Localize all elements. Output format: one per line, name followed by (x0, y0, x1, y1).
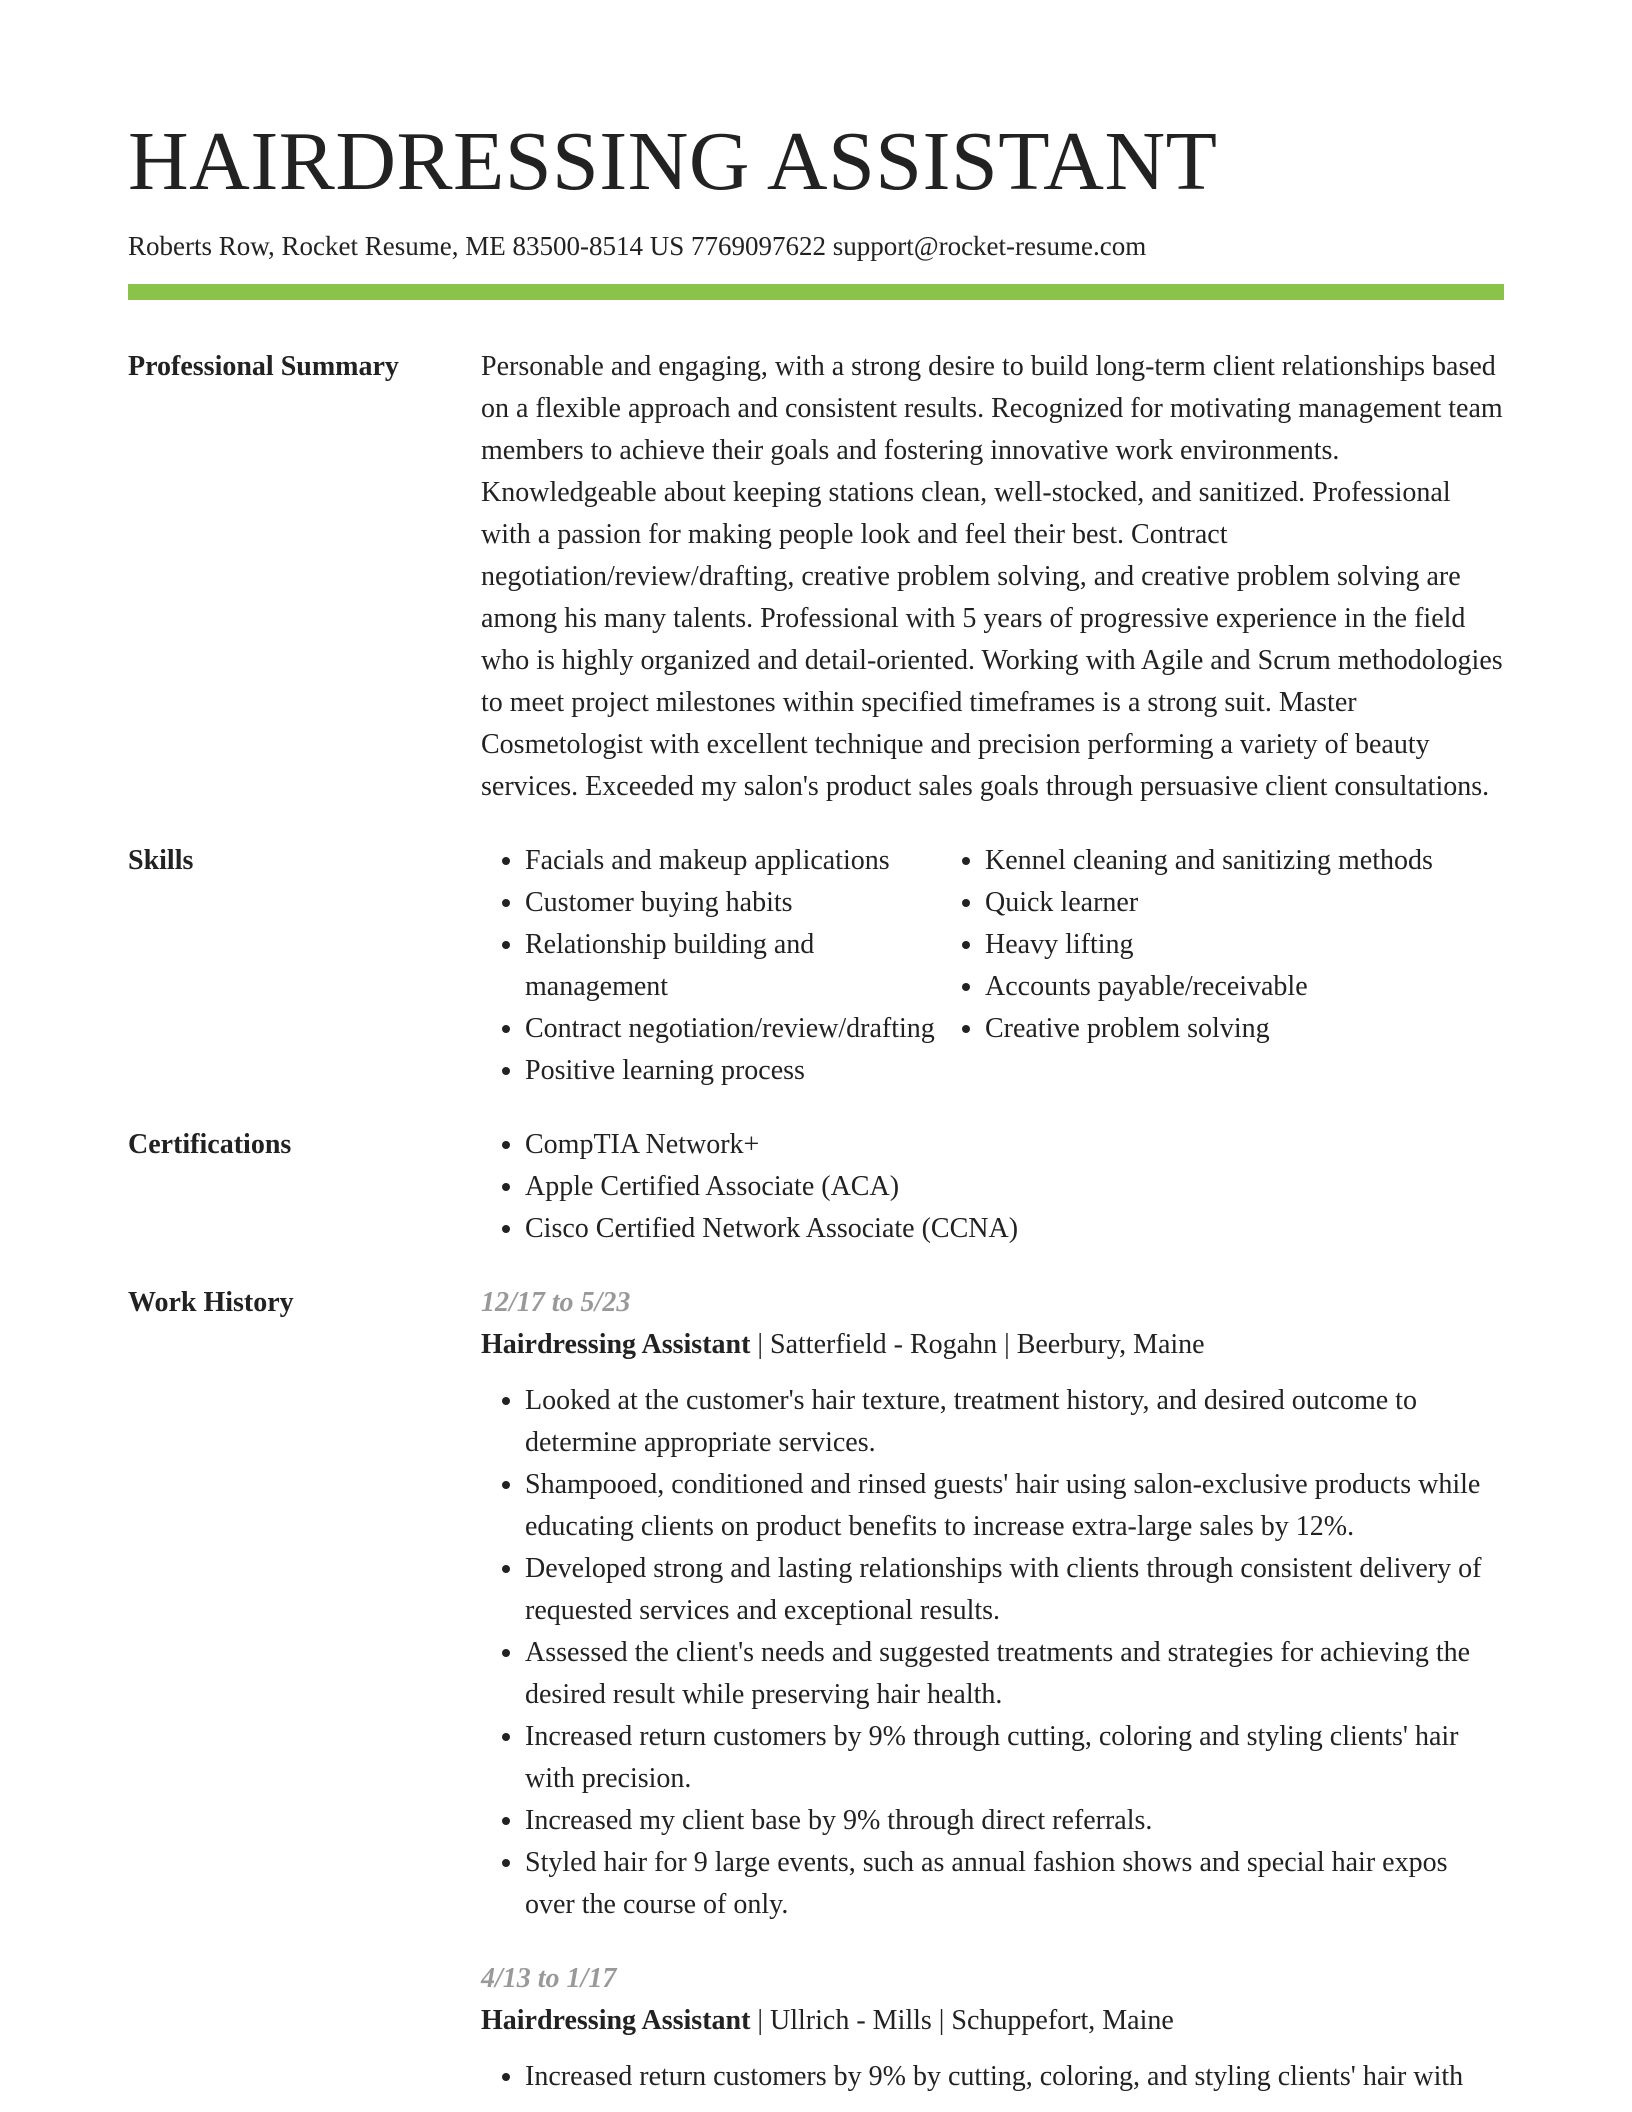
work-history-body (481, 1282, 1504, 2098)
job-bullet: • Increased return customers by 9% through cutting, coloring and styling clients' hair with precision. (525, 1716, 1504, 1800)
job-bullet: • Shampooed, conditioned and rinsed guests' hair using salon-exclusive products while educating clients on product benefits to increase extra-large sales by 12%. (525, 1464, 1504, 1548)
job-heading (481, 1324, 1504, 1366)
certification-item: • Apple Certified Associate (ACA) (525, 1166, 1504, 1208)
job-separator: | (938, 2005, 945, 2037)
skills-list-left (481, 840, 941, 1092)
job-dates: 4/13 to 1/17 (481, 1963, 617, 1995)
certifications-section (128, 1124, 1504, 1250)
job-bullets (481, 2056, 1504, 2098)
candidate-name: HAIRDRESSING ASSISTANT (128, 115, 1218, 208)
job-separator: | (757, 2005, 764, 2037)
summary-section (128, 346, 1504, 808)
certification-item: • CompTIA Network+ (525, 1124, 1504, 1166)
job-bullet: • Increased my client base by 9% through direct referrals. (525, 1800, 1504, 1842)
certifications-list (481, 1124, 1504, 1250)
job-location: Schuppefort, Maine (951, 2005, 1174, 2037)
job-location: Beerbury, Maine (1016, 1329, 1205, 1361)
certifications-body (481, 1124, 1504, 1250)
job-title: Hairdressing Assistant (481, 1329, 751, 1361)
skills-heading: Skills (128, 845, 194, 877)
skill-item: • Relationship building and management (525, 924, 941, 1008)
skill-item: • Creative problem solving (985, 1008, 1461, 1050)
job-entry (481, 1958, 1504, 2098)
job-separator: | (1004, 1329, 1010, 1361)
contact-line: Roberts Row, Rocket Resume, ME 83500-8514 US 7769097622 support@rocket-resume.com (128, 231, 1147, 261)
job-bullet: • Styled hair for 9 large events, such as annual fashion shows and special hair expos over the course of only. (525, 1842, 1504, 1926)
skills-body (481, 840, 1504, 1092)
skill-item: • Accounts payable/receivable (985, 966, 1461, 1008)
job-bullets (481, 1380, 1504, 1926)
skill-item: • Customer buying habits (525, 882, 941, 924)
job-title: Hairdressing Assistant (481, 2005, 751, 2037)
accent-divider (128, 284, 1504, 300)
summary-body (481, 346, 1504, 808)
skill-item: • Quick learner (985, 882, 1461, 924)
certifications-heading: Certifications (128, 1129, 292, 1161)
skill-item: • Facials and makeup applications (525, 840, 941, 882)
skill-item: • Contract negotiation/review/drafting (525, 1008, 941, 1050)
job-company: Ullrich - Mills (770, 2005, 932, 2037)
job-bullet: • Developed strong and lasting relationships with clients through consistent delivery of requested services and exceptional results. (525, 1548, 1504, 1632)
job-company: Satterfield - Rogahn (770, 1329, 998, 1361)
job-bullet: • Looked at the customer's hair texture, treatment history, and desired outcome to determine appropriate services. (525, 1380, 1504, 1464)
work-history-heading: Work History (128, 1287, 294, 1319)
job-entry (481, 1282, 1504, 1926)
skill-item: • Kennel cleaning and sanitizing methods (985, 840, 1461, 882)
summary-text: Personable and engaging, with a strong desire to build long-term client relationships based on a flexible approach and consistent results. Recognized for motivating management team members to achieve their goals and fostering innovative work environments. Knowledgeable about keeping stations clean, well-stocked, and sanitized. Professional with a passion for making people look and feel their best. Contract negotiation/review/drafting, creative problem solving, and creative problem solving are among his many talents. Professional with 5 years of progressive experience in the field who is highly organized and detail-oriented. Working with Agile and Scrum methodologies to meet project milestones within specified timeframes is a strong suit. Master Cosmetologist with excellent technique and precision performing a variety of beauty services. Exceeded my salon's product sales goals through persuasive client consultations. (481, 351, 1503, 803)
certification-item: • Cisco Certified Network Associate (CCNA) (525, 1208, 1504, 1250)
skill-item: • Heavy lifting (985, 924, 1461, 966)
skills-section (128, 840, 1504, 1092)
job-dates: 12/17 to 5/23 (481, 1287, 631, 1319)
job-bullet: • Assessed the client's needs and suggested treatments and strategies for achieving the desired result while preserving hair health. (525, 1632, 1504, 1716)
summary-heading: Professional Summary (128, 351, 399, 383)
job-heading (481, 2000, 1504, 2042)
work-history-section (128, 1282, 1504, 2098)
job-separator: | (757, 1329, 764, 1361)
skills-list-right (941, 840, 1461, 1092)
skill-item: • Positive learning process (525, 1050, 941, 1092)
job-bullet: • Increased return customers by 9% by cutting, coloring, and styling clients' hair with (525, 2056, 1504, 2098)
